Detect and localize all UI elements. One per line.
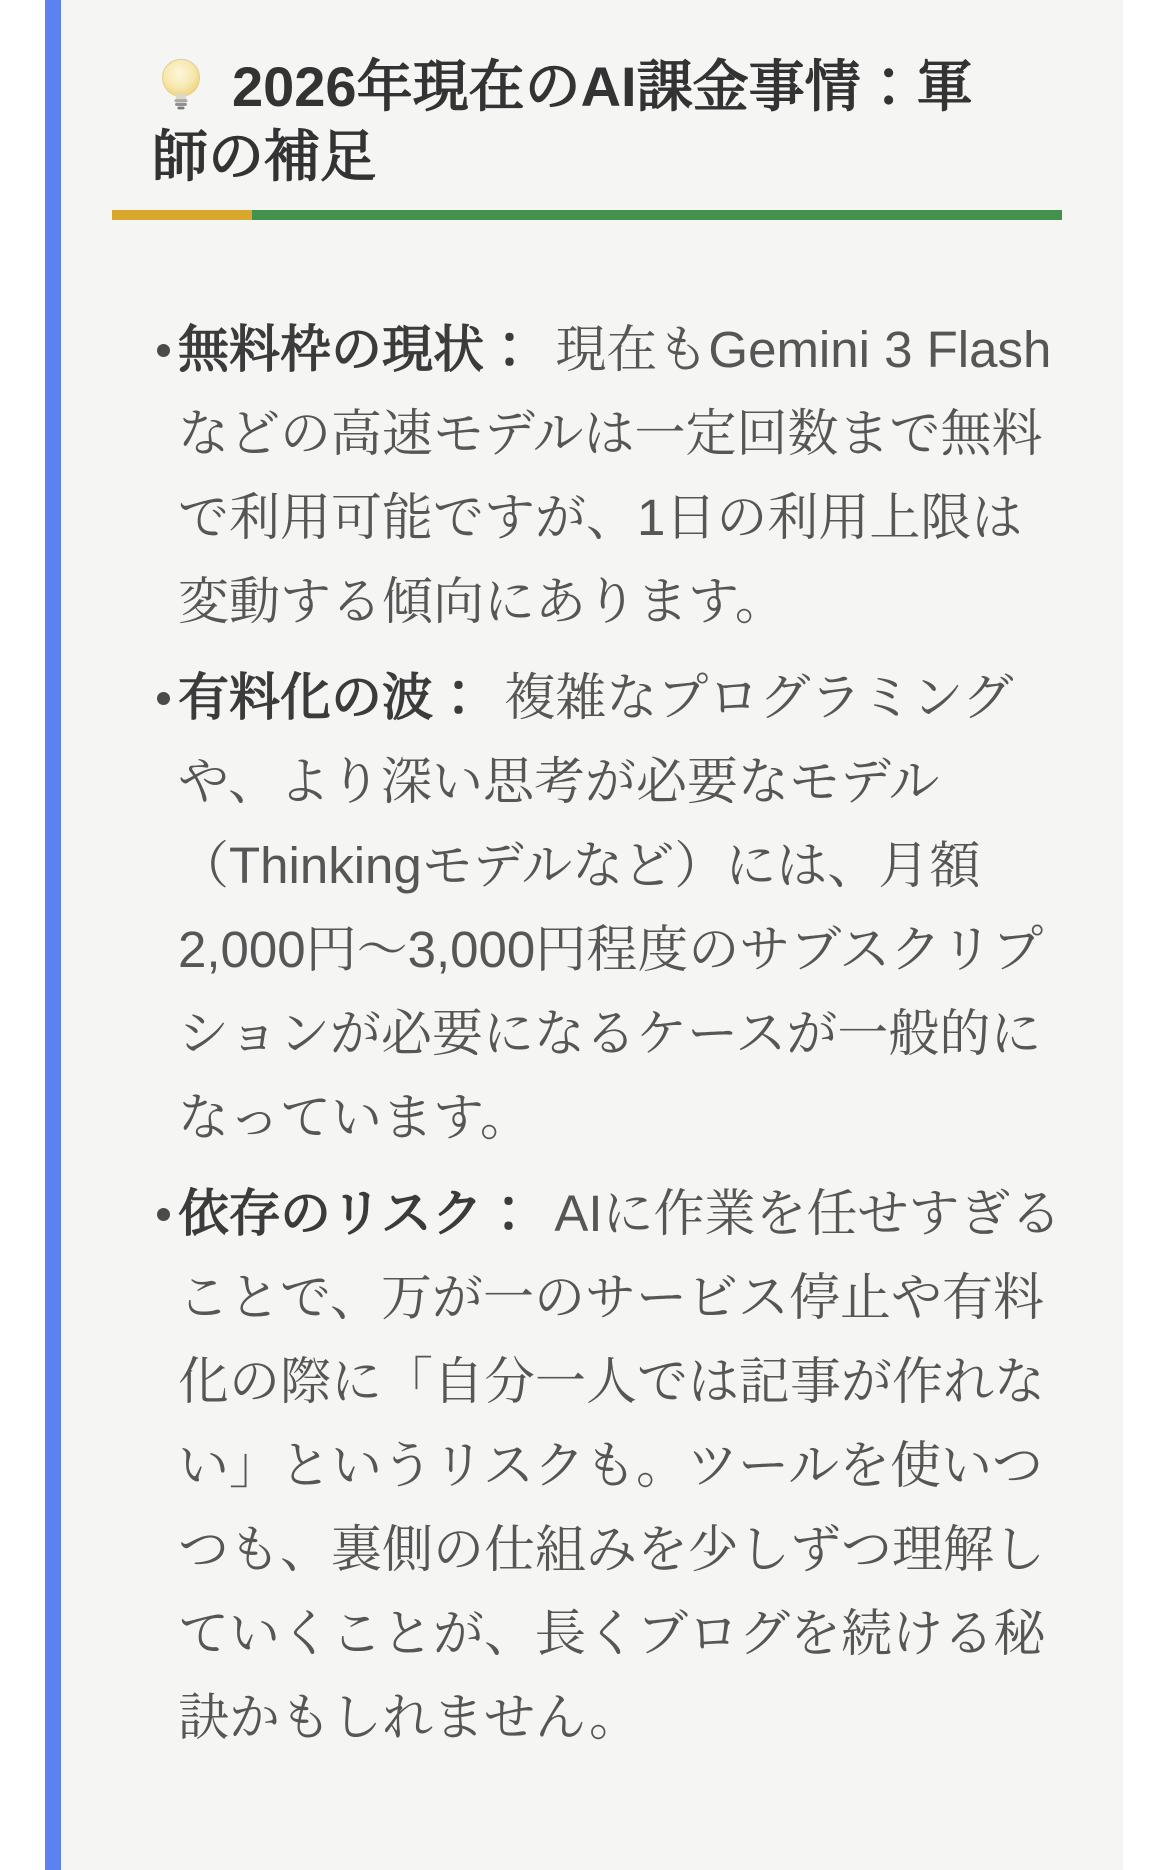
bullet-icon [157,1208,170,1221]
bullet-icon [157,692,170,705]
section-heading-text: 2026年現在のAI課金事情：軍師の補足 [152,55,973,188]
lightbulb-icon [152,56,210,114]
supplement-list [112,308,1062,1760]
supplement-card [45,0,1123,1870]
list-item [112,656,1062,1160]
list-item [112,1172,1062,1760]
list-item-label: 有料化の波： [178,669,485,726]
bullet-icon [157,344,170,357]
list-item-text: 現在もGemini 3 Flashなどの高速モデルは一定回数まで無料で利用可能ですが、1日の利用上限は変動する傾向にあります。 [178,321,1052,630]
list-item [112,308,1062,644]
heading-underline [112,210,1062,220]
list-item-label: 依存のリスク： [178,1185,534,1242]
list-item-text: AIに作業を任せすぎることで、万が一のサービス停止や有料化の際に「自分一人では記事が作れない」というリスクも。ツールを使いつつも、裏側の仕組みを少しずつ理解していくことが、長くブログを続ける秘訣かもしれません。 [178,1185,1062,1746]
list-item-text: 複雑なプログラミングや、より深い思考が必要なモデル（Thinkingモデルなど）には、月額2,000円〜3,000円程度のサブスクリプションが必要になるケースが一般的になっています。 [178,669,1044,1146]
list-item-label: 無料枠の現状： [178,321,536,378]
section-heading [112,52,1062,210]
